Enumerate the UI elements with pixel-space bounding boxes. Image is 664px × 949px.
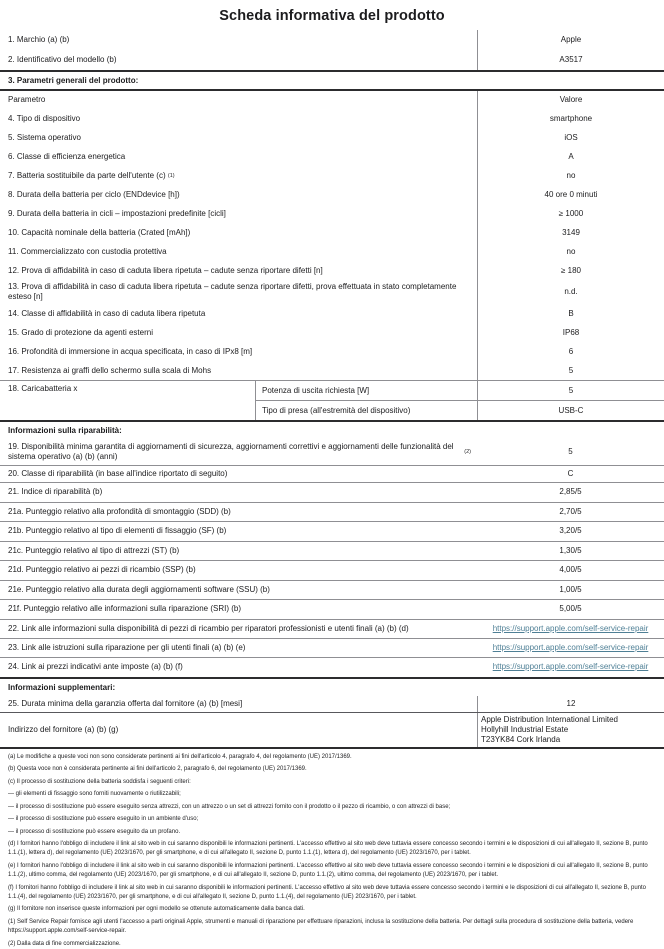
- row-value: 1,30/5: [559, 545, 582, 555]
- row-label: 12. Prova di affidabilità in caso di caduta libera ripetuta – cadute senza riportare difetti [n]: [8, 265, 323, 275]
- table-row: [0, 280, 664, 304]
- row-value: n.d.: [477, 280, 664, 304]
- table-row: [0, 581, 664, 601]
- row-label: 25. Durata minima della garanzia offerta dal fornitore (a) (b) [mesi]: [8, 698, 243, 708]
- section-heading-supplementary: Informazioni supplementari:: [0, 677, 664, 696]
- page-title: Scheda informativa del prodotto: [219, 8, 445, 24]
- column-header-value: Valore: [477, 91, 664, 109]
- footnotes: [0, 749, 664, 949]
- row-value: 3149: [477, 223, 664, 242]
- table-row-warranty: [0, 696, 664, 713]
- row-value: 6: [477, 342, 664, 361]
- row-value: 12: [477, 696, 664, 712]
- address-line: Apple Distribution International Limited: [481, 714, 618, 724]
- table-row-spare-parts-link: [0, 620, 664, 639]
- row-label: 9. Durata della batteria in cicli – impostazioni predefinite [cicli]: [8, 208, 226, 218]
- footnote: (e) I fornitori hanno l'obbligo di includere il link al sito web in cui saranno disponibili le informazioni pertinenti. L'accesso effettivo al sito web deve tuttavia essere concesso secondo i termini e le disposizioni di cui all'allegato II, sezione B, punto 1.1.(2), ultimo comma, del regolamento (UE) 2023/1670, per gli smartphone, e di cui all'allegato II, sezione D, punto 1.1.(2), ultimo comma, del regolamento (UE) 2023/1670, per i tablet.: [8, 862, 648, 879]
- row-label: 15. Grado di protezione da agenti esterni: [8, 327, 153, 337]
- row-value: Apple: [477, 30, 664, 50]
- row-value: ≥ 1000: [477, 204, 664, 223]
- footnote: (2) Dalla data di fine commercializzazione.: [8, 940, 121, 947]
- charger-subrow: [255, 400, 664, 420]
- row-label: 14. Classe di affidabilità in caso di caduta libera ripetuta: [8, 308, 206, 318]
- row-value: A3517: [477, 50, 664, 70]
- row-value: 1,00/5: [559, 584, 582, 594]
- table-row: [0, 483, 664, 503]
- row-value: 3,20/5: [559, 526, 582, 536]
- row-value: 2,70/5: [559, 506, 582, 516]
- table-row-repair-instructions-link: [0, 639, 664, 658]
- row-value: 2,85/5: [559, 487, 582, 497]
- table-row: [0, 185, 664, 204]
- table-row-updates: [0, 439, 664, 466]
- row-value: 5: [568, 447, 573, 457]
- footnote: (b) Questa voce non è considerata pertinente ai fini dell'articolo 2, paragrafo 6, del regolamento (UE) 2017/1369.: [8, 766, 307, 773]
- subrow-value: 5: [477, 381, 664, 400]
- row-value: no: [477, 242, 664, 261]
- footnote: (c) Il processo di sostituzione della batteria soddisfa i seguenti criteri:: [8, 778, 191, 785]
- table-row: [0, 542, 664, 562]
- charger-subrow: [255, 381, 664, 400]
- row-label: 19. Disponibilità minima garantita di aggiornamenti di sicurezza, aggiornamenti correttivi e aggiornamenti delle funzionalità del sistema operativo (a) (b) (anni) (2): [8, 442, 471, 462]
- table-row-brand: [0, 30, 664, 50]
- table-row-charger: [0, 380, 664, 420]
- row-label: 6. Classe di efficienza energetica: [8, 151, 126, 161]
- subrow-label: Tipo di presa (all'estremità del dispositivo): [255, 401, 477, 420]
- table-column-header-row: [0, 91, 664, 109]
- table-row: [0, 261, 664, 280]
- row-label: 24. Link ai prezzi indicativi ante imposte (a) (b) (f): [8, 662, 183, 672]
- row-value: IP68: [477, 323, 664, 342]
- row-value: 5: [477, 361, 664, 380]
- row-label: 10. Capacità nominale della batteria (Crated [mAh]): [8, 227, 191, 237]
- footnote: (d) I fornitori hanno l'obbligo di includere il link al sito web in cui saranno disponibili le informazioni pertinenti. L'accesso effettivo al sito web deve tuttavia essere concesso secondo i termini e le disposizioni di cui all'allegato II, sezione B, punto 1.1.(1), lettera d), del regolamento (UE) 2023/1670, per gli smartphone, e di cui all'allegato II, sezione D, punto 1.1.(1), lettera d), del regolamento (UE) 2023/1670, per i tablet.: [8, 841, 648, 857]
- footnote: (1) Self Service Repair fornisce agli utenti l'accesso a parti originali Apple, strumenti e manuali di riparazione per effettuare riparazioni, inclusa la sostituzione della batteria. Per dettagli sulla procedura di sostituzione della batteria, vedere https://support.apple.com/self-service-repair.: [8, 918, 634, 935]
- subrow-label: Potenza di uscita richiesta [W]: [255, 381, 477, 400]
- row-label: 21b. Punteggio relativo al tipo di elementi di fissaggio (SF) (b): [8, 526, 227, 536]
- row-label: 16. Profondità di immersione in acqua specificata, in caso di IPx8 [m]: [8, 346, 253, 356]
- table-row: [0, 323, 664, 342]
- footnote: (g) Il fornitore non inserisce queste informazioni per ogni modello se ottenute automaticamente dalla banca dati.: [8, 906, 305, 913]
- row-label: Indirizzo del fornitore (a) (b) (g): [8, 724, 119, 734]
- section-heading-repairability: Informazioni sulla riparabilità:: [0, 420, 664, 439]
- row-value: ≥ 180: [477, 261, 664, 280]
- table-row: [0, 466, 664, 483]
- table-row: [0, 166, 664, 185]
- row-label: 13. Prova di affidabilità in caso di caduta libera ripetuta – cadute senza riportare difetti, prova effettuata in stato completamente esteso [n]: [8, 282, 457, 302]
- row-value: C: [567, 469, 574, 479]
- table-row: [0, 361, 664, 380]
- row-label: 21e. Punteggio relativo alla durata degli aggiornamenti software (SSU) (b): [8, 584, 270, 594]
- table-row: [0, 561, 664, 581]
- row-label: 21. Indice di riparabilità (b): [8, 487, 103, 497]
- table-row-prices-link: [0, 658, 664, 677]
- footnote: — il processo di sostituzione può essere eseguito in un ambiente d'uso;: [8, 816, 199, 823]
- row-label: 1. Marchio (a) (b): [8, 35, 70, 45]
- table-row: [0, 128, 664, 147]
- row-label: 23. Link alle istruzioni sulla riparazione per gli utenti finali (a) (b) (e): [8, 642, 246, 652]
- self-service-repair-link[interactable]: https://support.apple.com/self-service-repair: [492, 662, 649, 672]
- section-heading-general-parameters: 3. Parametri generali del prodotto:: [0, 70, 664, 91]
- footnote: (a) Le modifiche a queste voci non sono considerate pertinenti ai fini dell'articolo 4, paragrafo 4, del regolamento (UE) 2017/1369.: [8, 753, 352, 760]
- table-row: [0, 342, 664, 361]
- table-row: [0, 600, 664, 620]
- table-row-model: [0, 50, 664, 70]
- row-label: 4. Tipo di dispositivo: [8, 113, 81, 123]
- footnote: — gli elementi di fissaggio sono forniti nuovamente o riutilizzabili;: [8, 791, 181, 798]
- column-header-parameter: Parametro: [8, 95, 46, 105]
- row-label: 5. Sistema operativo: [8, 132, 81, 142]
- charger-subtable: [255, 381, 664, 420]
- row-label: 22. Link alle informazioni sulla disponibilità di pezzi di ricambio per riparatori professionisti e utenti finali (a) (b) (d): [8, 623, 409, 633]
- subrow-value: USB-C: [477, 401, 664, 420]
- row-label: 21f. Punteggio relativo alle informazioni sulla riparazione (SRI) (b): [8, 604, 241, 614]
- self-service-repair-link[interactable]: https://support.apple.com/self-service-repair: [492, 642, 649, 652]
- table-row: [0, 223, 664, 242]
- table-row: [0, 522, 664, 542]
- row-label: 2. Identificativo del modello (b): [8, 55, 117, 65]
- row-value: B: [477, 304, 664, 323]
- self-service-repair-link[interactable]: https://support.apple.com/self-service-repair: [492, 623, 649, 633]
- row-label: 21a. Punteggio relativo alla profondità di smontaggio (SDD) (b): [8, 506, 231, 516]
- row-value: 40 ore 0 minuti: [477, 185, 664, 204]
- supplier-address: [477, 713, 664, 747]
- row-label: 8. Durata della batteria per ciclo (ENDdevice [h]): [8, 189, 180, 199]
- row-value: no: [477, 166, 664, 185]
- row-value: 4,00/5: [559, 565, 582, 575]
- row-label: 21c. Punteggio relativo al tipo di attrezzi (ST) (b): [8, 545, 180, 555]
- row-label: 18. Caricabatteria x: [8, 384, 78, 394]
- table-row: [0, 304, 664, 323]
- address-line: Hollyhill Industrial Estate: [481, 724, 569, 734]
- row-value: A: [477, 147, 664, 166]
- row-value: smartphone: [477, 109, 664, 128]
- address-line: T23YK84 Cork Irlanda: [481, 734, 561, 744]
- row-value: iOS: [477, 128, 664, 147]
- row-label: 21d. Punteggio relativo ai pezzi di ricambio (SSP) (b): [8, 565, 196, 575]
- table-row: [0, 147, 664, 166]
- footnote: — il processo di sostituzione può essere eseguito senza attrezzi, con un attrezzo o un set di attrezzi fornito con il prodotto o il pezzo di ricambio, o con attrezzi di base;: [8, 803, 451, 810]
- row-label: 7. Batteria sostituibile da parte dell'utente (c) (1): [8, 170, 175, 180]
- table-row: [0, 109, 664, 128]
- row-label: 17. Resistenza ai graffi dello schermo sulla scala di Mohs: [8, 365, 212, 375]
- row-label: 11. Commercializzato con custodia protettiva: [8, 246, 167, 256]
- footnote: (f) I fornitori hanno l'obbligo di includere il link al sito web in cui saranno disponibili le informazioni pertinenti. L'accesso effettivo al sito web deve tuttavia essere concesso secondo i termini e le disposizioni di cui all'allegato II, sezione B, punto 1.1.(4), del regolamento (UE) 2023/1670, per gli smartphone, e di cui all'allegato II, sezione D, punto 1.1.(4), del regolamento (UE) 2023/1670, per i tablet.: [8, 884, 647, 900]
- table-row: [0, 204, 664, 223]
- footnote: — il processo di sostituzione può essere eseguito da un profano.: [8, 828, 181, 835]
- row-value: 5,00/5: [559, 604, 582, 614]
- table-row-supplier-address: [0, 713, 664, 749]
- row-label: 20. Classe di riparabilità (in base all'indice riportato di seguito): [8, 469, 228, 479]
- table-row: [0, 242, 664, 261]
- table-row: [0, 503, 664, 523]
